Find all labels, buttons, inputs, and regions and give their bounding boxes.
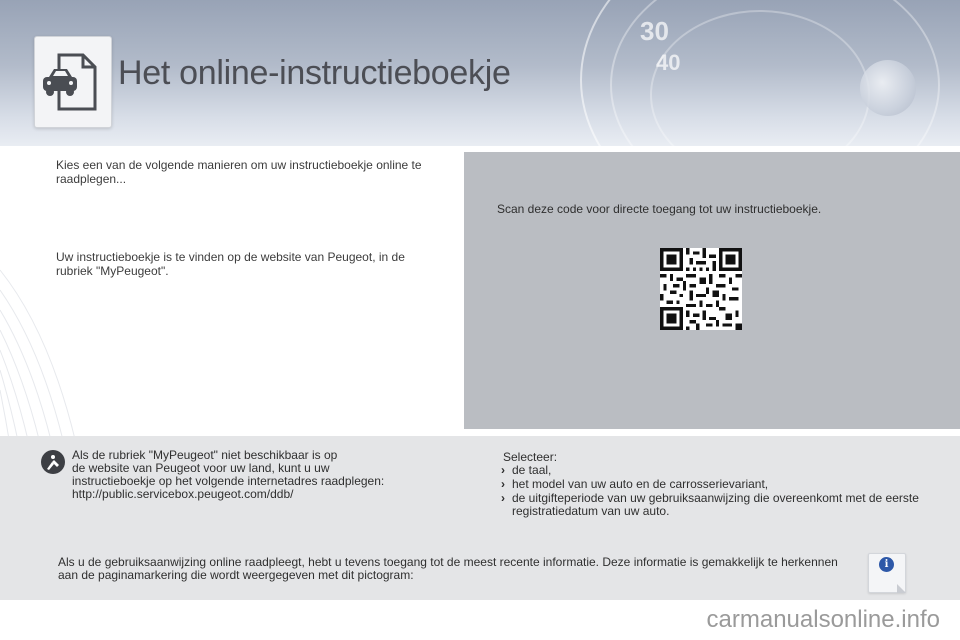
chevron-right-icon: ›	[501, 491, 505, 505]
dial-number-40: 40	[656, 50, 681, 75]
servicebox-link[interactable]: http://public.servicebox.peugeot.com/ddb/	[72, 487, 294, 501]
list-item-text: de taal,	[512, 463, 552, 477]
unavailable-line: instructieboekje op het volgende internetadres raadplegen:	[72, 474, 385, 488]
list-item-text: het model van uw auto en de carrosserievariant,	[512, 477, 769, 491]
page-fold	[897, 584, 906, 593]
info-wrench-icon	[41, 450, 65, 474]
chevron-right-icon: ›	[501, 477, 505, 491]
dial-knob	[860, 60, 916, 116]
list-item-text: de uitgifteperiode van uw gebruiksaanwijzing die overeenkomt met de eerste registratiedatum van uw auto.	[512, 491, 919, 518]
unavailable-note	[72, 449, 452, 501]
dial-number-30: 30	[640, 16, 669, 46]
footer-note: Als u de gebruiksaanwijzing online raadpleegt, hebt u tevens toegang tot de meest recente informatie. Deze informatie is gemakkelijk te herkennen aan de paginamarkering die wordt weergegeven met dit pictogram:	[58, 555, 838, 582]
select-title: Selecteer:	[503, 450, 558, 464]
qr-code[interactable]	[660, 248, 742, 330]
watermark: carmanualsonline.info	[706, 606, 940, 633]
chevron-right-icon: ›	[501, 463, 505, 477]
unavailable-line: Als de rubriek "MyPeugeot" niet beschikbaar is op	[72, 448, 338, 462]
qr-panel	[464, 152, 960, 429]
qr-caption: Scan deze code voor directe toegang tot uw instructieboekje.	[497, 202, 822, 216]
info-icon: i	[879, 557, 894, 572]
intro-text: Kies een van de volgende manieren om uw instructieboekje online te raadplegen...	[56, 158, 422, 186]
list-item	[500, 492, 920, 518]
list-item	[500, 478, 920, 491]
info-page-marker-icon	[868, 553, 906, 593]
car-document-icon	[34, 36, 112, 128]
select-list	[500, 464, 920, 519]
list-item	[500, 464, 920, 477]
website-note: Uw instructieboekje is te vinden op de website van Peugeot, in de rubriek "MyPeugeot".	[56, 250, 405, 278]
page-title: Het online-instructieboekje	[118, 54, 511, 92]
unavailable-line: de website van Peugeot voor uw land, kunt u uw	[72, 461, 330, 475]
